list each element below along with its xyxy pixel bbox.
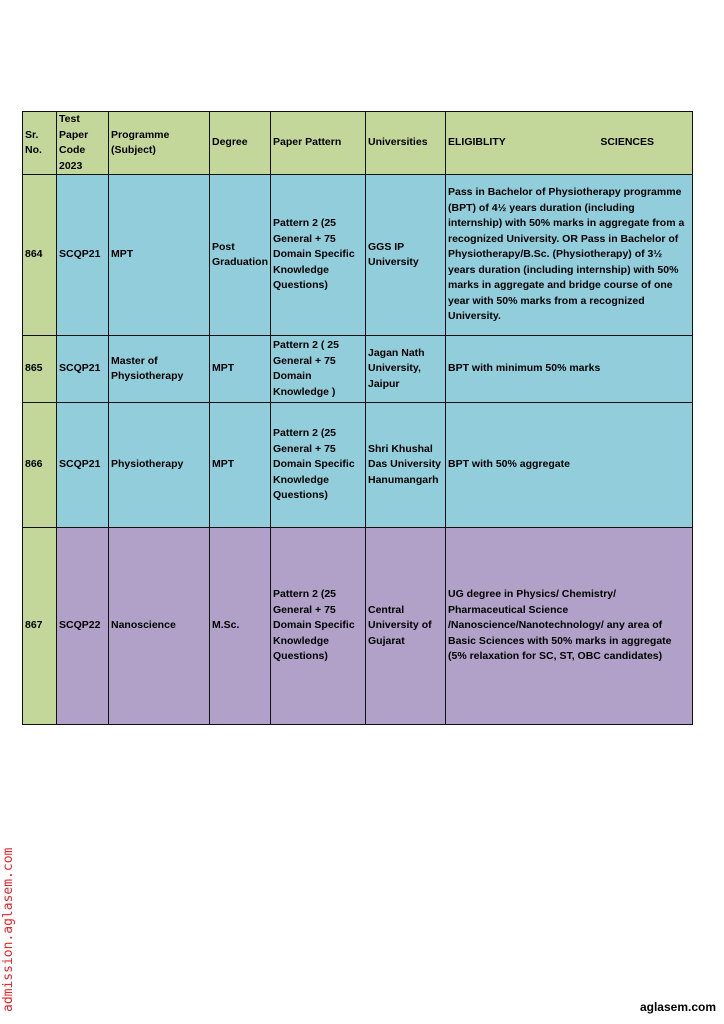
sr-no-cell: 865: [23, 336, 57, 403]
header-stream: SCIENCES: [600, 136, 654, 149]
code-cell: SCQP21: [57, 403, 109, 528]
code-cell: SCQP22: [57, 528, 109, 725]
header-test-paper-code: Test Paper Code 2023: [57, 112, 109, 175]
sr-no-cell: 864: [23, 175, 57, 336]
eligibility-cell: BPT with 50% aggregate: [446, 403, 693, 528]
table-row: [23, 528, 693, 725]
university-cell: Shri Khushal Das University Hanumangarh: [366, 403, 446, 528]
table-row: [23, 175, 693, 336]
eligibility-table: [22, 111, 693, 725]
eligibility-cell: BPT with minimum 50% marks: [446, 336, 693, 403]
header-eligibility: ELIGIBLITY: [448, 136, 506, 149]
header-row: [23, 112, 693, 175]
eligibility-cell: UG degree in Physics/ Chemistry/ Pharmaceutical Science /Nanoscience/Nanotechnology/ any area of Basic Sciences with 50% marks in aggregate (5% relaxation for SC, ST, OBC candidates): [446, 528, 693, 725]
header-eligibility-cell: [446, 112, 693, 175]
header-sr-no: Sr. No.: [23, 112, 57, 175]
header-universities: Universities: [366, 112, 446, 175]
header-degree: Degree: [210, 112, 271, 175]
footer-brand: aglasem.com: [639, 1000, 716, 1014]
degree-cell: MPT: [210, 403, 271, 528]
table-row: [23, 403, 693, 528]
sr-no-cell: 867: [23, 528, 57, 725]
pattern-cell: Pattern 2 (25 General + 75 Domain Specific Knowledge Questions): [271, 175, 366, 336]
sr-no-cell: 866: [23, 403, 57, 528]
pattern-cell: Pattern 2 ( 25 General + 75 Domain Knowledge ): [271, 336, 366, 403]
programme-cell: Physiotherapy: [109, 403, 210, 528]
code-cell: SCQP21: [57, 175, 109, 336]
degree-cell: Post Graduation: [210, 175, 271, 336]
header-programme: Programme (Subject): [109, 112, 210, 175]
pattern-cell: Pattern 2 (25 General + 75 Domain Specific Knowledge Questions): [271, 528, 366, 725]
programme-cell: MPT: [109, 175, 210, 336]
university-cell: GGS IP University: [366, 175, 446, 336]
programme-cell: Master of Physiotherapy: [109, 336, 210, 403]
eligibility-cell: Pass in Bachelor of Physiotherapy programme (BPT) of 4½ years duration (including internship) with 50% marks in aggregate from a recognized University. OR Pass in Bachelor of Physiotherapy/B.Sc. (Physiotherapy) of 3½ years duration (including internship) with 50% marks in aggregate and bridge course of one year with 50% marks from a recognized University.: [446, 175, 693, 336]
degree-cell: MPT: [210, 336, 271, 403]
pattern-cell: Pattern 2 (25 General + 75 Domain Specific Knowledge Questions): [271, 403, 366, 528]
university-cell: Central University of Gujarat: [366, 528, 446, 725]
university-cell: Jagan Nath University, Jaipur: [366, 336, 446, 403]
table-row: [23, 336, 693, 403]
code-cell: SCQP21: [57, 336, 109, 403]
degree-cell: M.Sc.: [210, 528, 271, 725]
programme-cell: Nanoscience: [109, 528, 210, 725]
side-watermark: admission.aglasem.com: [1, 847, 16, 1012]
header-paper-pattern: Paper Pattern: [271, 112, 366, 175]
